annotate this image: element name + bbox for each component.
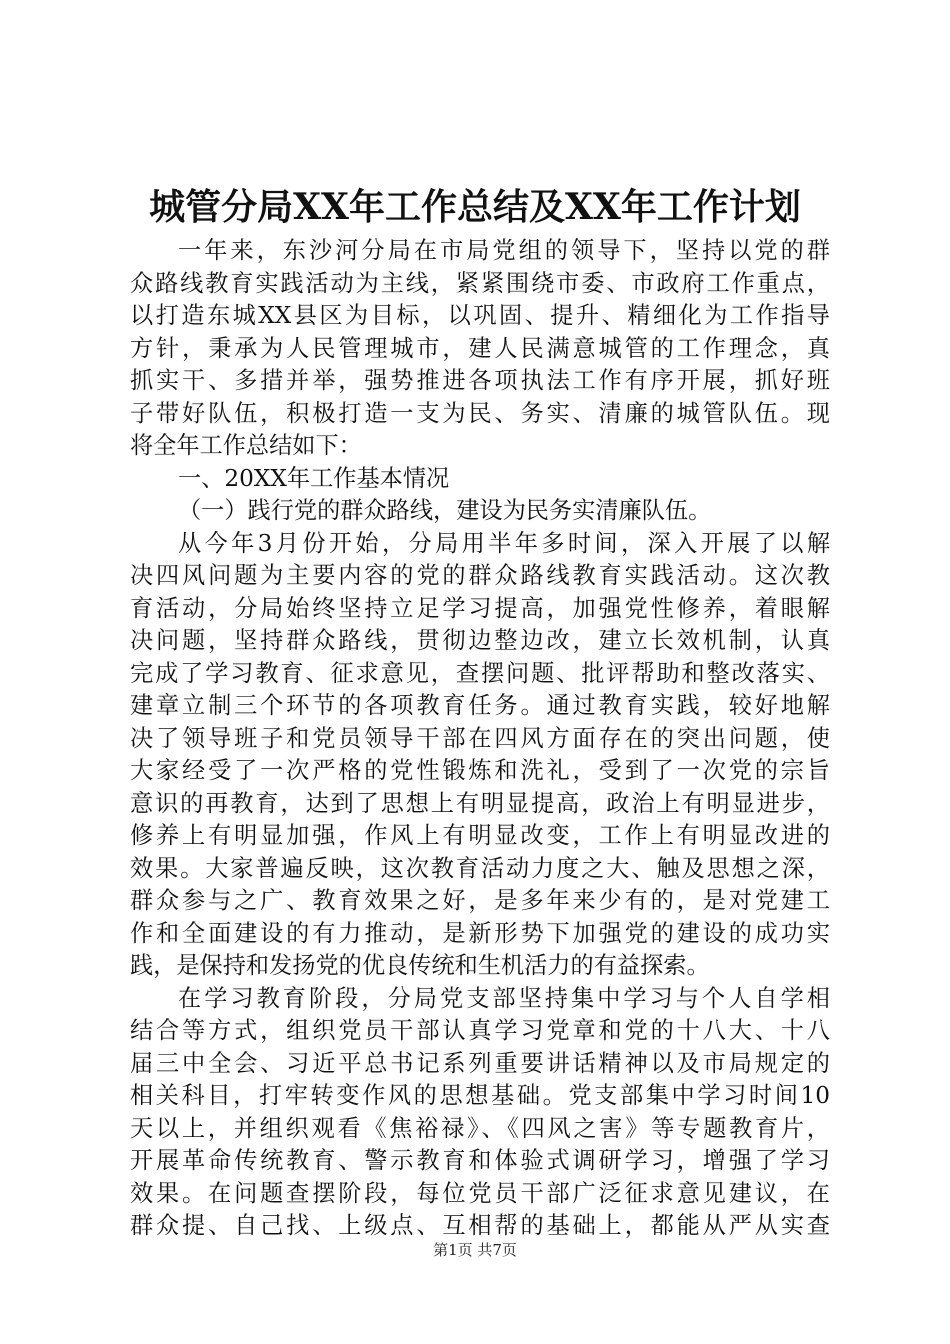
- paragraph-line: 将全年工作总结如下：: [130, 432, 362, 459]
- paragraph-line: 结合等方式，组织党员干部认真学习党章和党的十八大、十八: [130, 1017, 830, 1044]
- paragraph-line: 建章立制三个环节的各项教育任务。通过教育实践，较好地解: [130, 692, 830, 719]
- paragraph-line: 作和全面建设的有力推动，是新形势下加强党的建设的成功实: [130, 919, 830, 947]
- paragraph-line: 以打造东城XX县区为目标，以巩固、提升、精细化为工作指导: [130, 302, 830, 329]
- document-title: 城管分局XX年工作总结及XX年工作计划: [149, 186, 801, 228]
- paragraph-line: 意识的再教育，达到了思想上有明显提高，政治上有明显进步，: [130, 789, 830, 817]
- paragraph-line: 子带好队伍，积极打造一支为民、务实、清廉的城管队伍。现: [130, 399, 830, 427]
- paragraph-line: 决了领导班子和党员领导干部在四风方面存在的突出问题，使: [130, 724, 830, 752]
- paragraph-line: 修养上有明显加强，作风上有明显改变，工作上有明显改进的: [130, 822, 830, 849]
- page-number-footer: 第1页 共7页: [433, 1241, 517, 1259]
- paragraph-line: 决四风问题为主要内容的党的群众路线教育实践活动。这次教: [130, 562, 830, 589]
- paragraph-line: 抓实干、多措并举，强势推进各项执法工作有序开展，抓好班: [130, 367, 830, 394]
- paragraph-line: 群众参与之广、教育效果之好，是多年来少有的，是对党建工: [130, 887, 830, 914]
- document-body: [130, 235, 830, 1243]
- paragraph-line: 一年来，东沙河分局在市局党组的领导下，坚持以党的群: [178, 237, 830, 264]
- paragraph-line: 育活动，分局始终坚持立足学习提高，加强党性修养，着眼解: [130, 594, 830, 622]
- subsection-heading: （一）践行党的群众路线，建设为民务实清廉队伍。: [178, 497, 712, 524]
- paragraph-line: 天以上，并组织观看《焦裕禄》、《四风之害》等专题教育片，: [130, 1114, 830, 1142]
- paragraph-line: 效果。大家普遍反映，这次教育活动力度之大、触及思想之深，: [130, 854, 830, 882]
- paragraph-line: 方针，秉承为人民管理城市，建人民满意城管的工作理念，真: [130, 334, 830, 362]
- paragraph-line: 效果。在问题查摆阶段，每位党员干部广泛征求意见建议，在: [130, 1179, 830, 1207]
- paragraph-line: 决问题，坚持群众路线，贯彻边整边改，建立长效机制，认真: [130, 627, 830, 654]
- paragraph-line: 践，是保持和发扬党的优良传统和生机活力的有益探索。: [130, 952, 710, 979]
- paragraph-line: 群众提、自己找、上级点、互相帮的基础上，都能从严从实查: [130, 1212, 830, 1239]
- section-heading: 一、20XX年工作基本情况: [178, 464, 450, 492]
- paragraph-line: 届三中全会、习近平总书记系列重要讲话精神以及市局规定的: [130, 1049, 830, 1077]
- paragraph-line: 完成了学习教育、征求意见，查摆问题、批评帮助和整改落实、: [130, 659, 830, 687]
- paragraph-line: 在学习教育阶段，分局党支部坚持集中学习与个人自学相: [178, 984, 830, 1012]
- paragraph-line: 相关科目，打牢转变作风的思想基础。党支部集中学习时间10: [130, 1082, 830, 1109]
- paragraph-line: 从今年3月份开始，分局用半年多时间，深入开展了以解: [178, 529, 831, 557]
- paragraph-line: 大家经受了一次严格的党性锻炼和洗礼，受到了一次党的宗旨: [130, 757, 830, 784]
- paragraph-line: 开展革命传统教育、警示教育和体验式调研学习，增强了学习: [130, 1147, 830, 1174]
- paragraph-line: 众路线教育实践活动为主线，紧紧围绕市委、市政府工作重点，: [130, 269, 830, 297]
